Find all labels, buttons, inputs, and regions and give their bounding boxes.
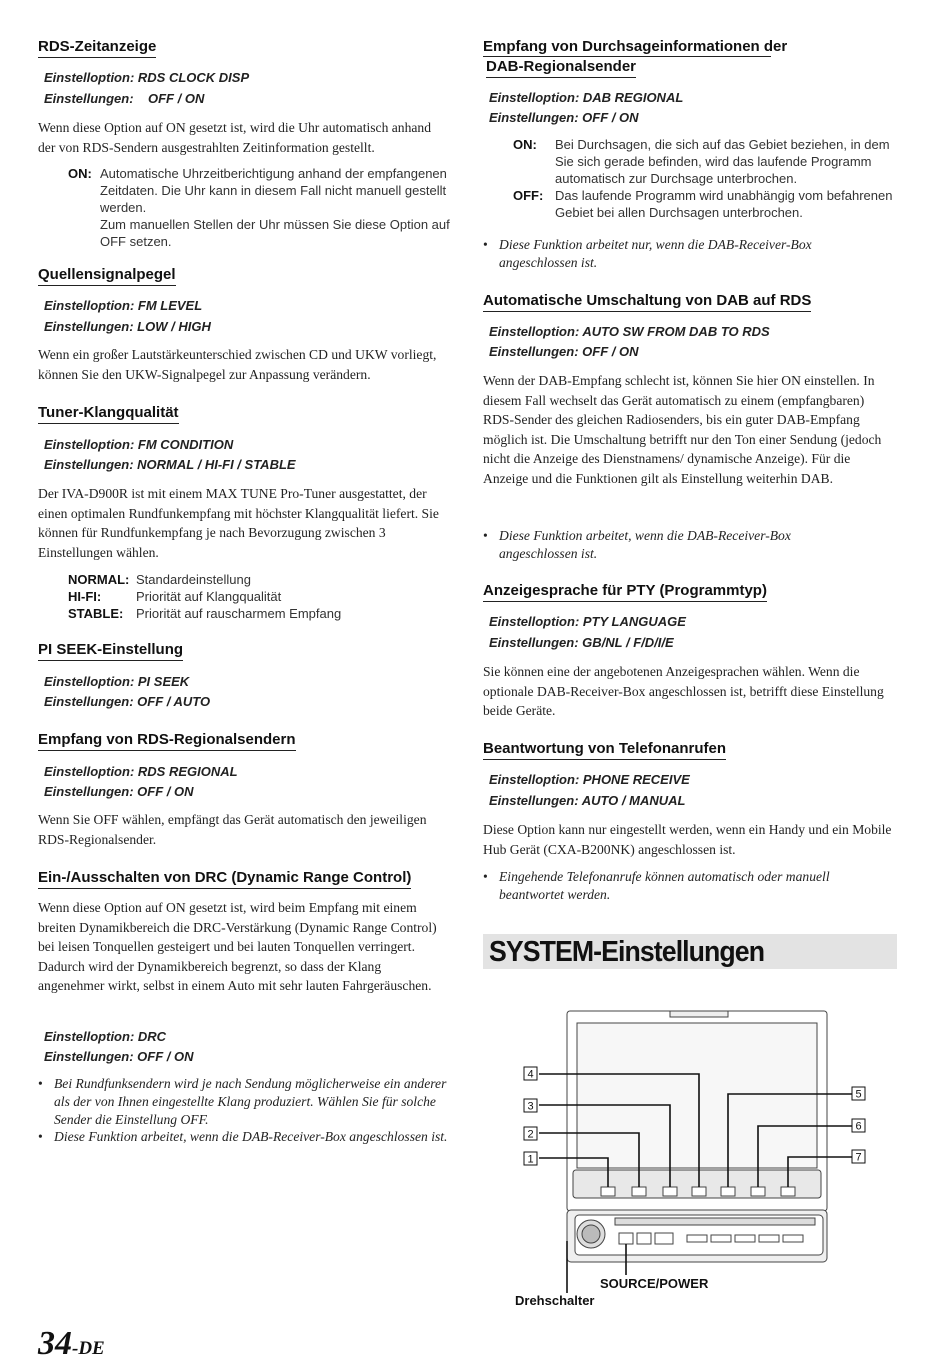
button-7 — [781, 1187, 795, 1196]
callout-number-2: 2 — [527, 1128, 534, 1141]
heading-drc: Ein-/Ausschalten von DRC (Dynamic Range Control) — [38, 869, 411, 889]
page-number-suffix: -DE — [72, 1338, 105, 1359]
paragraph: Wenn der DAB-Empfang schlecht ist, können Sie hier ON einstellen. In diesem Fall wechselt das Gerät automatisch zu einem (empfangbaren) RDS-Sender des gleichen Radiosenders, bis ein guter DAB-Empfang möglich ist. Die Umschaltung betrifft nur den Ton einer Sendung (jedoch nicht die Anzeige des Dienstnamens/ dynamische Anzeige). Für die Anzeige und die Funktionen gilt als Einstellung weiterhin DAB. — [483, 373, 882, 486]
heading-pi-seek: PI SEEK-Einstellung — [38, 641, 183, 661]
device-diagram — [515, 1005, 880, 1315]
setting-option: Einstelloption: PTY LANGUAGE — [489, 614, 686, 629]
definition-value: Priorität auf Klangqualität — [136, 589, 282, 604]
paragraph: Sie können eine der angebotenen Anzeigesprachen wählen. Wenn die optionale DAB-Receiver-Box angeschlossen ist, betrifft diese Einstellung beide Geräte. — [483, 664, 884, 719]
front-key — [637, 1233, 651, 1244]
definition-value — [100, 165, 450, 250]
source-button — [619, 1233, 633, 1244]
section-title: SYSTEM-Einstellungen — [489, 936, 765, 968]
heading-overline — [483, 56, 771, 57]
definition-key: ON: — [68, 166, 92, 181]
definition-text-2: Zum manuellen Stellen der Uhr müssen Sie diese Option auf OFF setzen. — [100, 217, 450, 249]
paragraph: Wenn ein großer Lautstärkeunterschied zwischen CD und UKW vorliegt, können Sie den UKW-Signalpegel zur Anpassung verändern. — [38, 347, 437, 382]
callout-number-4: 4 — [527, 1068, 534, 1081]
top-slot — [670, 1011, 728, 1017]
heading-auto-umschaltung: Automatische Umschaltung von DAB auf RDS — [483, 292, 811, 312]
heading-rds-zeitanzeige: RDS-Zeitanzeige — [38, 38, 156, 58]
rotary-knob-inner — [582, 1225, 600, 1243]
note: • Eingehende Telefonanrufe können automatisch oder manuell beantwortet werden. — [483, 868, 889, 904]
setting-values: Einstellungen: OFF / ON — [44, 91, 205, 106]
page-number-value: 34 — [38, 1325, 72, 1362]
setting-option: Einstelloption: RDS REGIONAL — [44, 764, 238, 779]
button-2 — [632, 1187, 646, 1196]
setting-option: Einstelloption: PHONE RECEIVE — [489, 772, 690, 787]
definition-normal — [68, 571, 450, 588]
section-title-bar — [483, 934, 897, 969]
page-number — [38, 1325, 105, 1363]
front-key — [783, 1235, 803, 1242]
heading-dab-regional-line1: Empfang von Durchsageinformationen der — [483, 38, 788, 55]
heading-dab-regional-line2: DAB-Regionalsender — [486, 58, 636, 78]
setting-option: Einstelloption: FM LEVEL — [44, 298, 203, 313]
note: • Diese Funktion arbeitet nur, wenn die DAB-Receiver-Box angeschlossen ist. — [483, 236, 839, 272]
setting-option: Einstelloption: DAB REGIONAL — [489, 90, 684, 105]
callout-number-1: 1 — [527, 1153, 534, 1166]
definition-key: STABLE: — [68, 606, 124, 621]
disc-slot — [615, 1218, 815, 1225]
definition-hifi — [68, 588, 450, 605]
front-key — [655, 1233, 673, 1244]
callout-number-7: 7 — [855, 1151, 862, 1164]
front-key — [735, 1235, 755, 1242]
front-key — [711, 1235, 731, 1242]
callout-number-3: 3 — [527, 1100, 534, 1113]
note: • Bei Rundfunksendern wird je nach Sendung möglicherweise ein anderer als der von Ihnen eingestellte Klang produziert. Wählen Sie für solche Sender die Einstellung OFF. — [38, 1075, 450, 1129]
label-source-power: SOURCE/POWER — [600, 1276, 709, 1291]
definition-value: Das laufende Programm wird unabhängig vom befahrenen Gebiet bei allen Durchsagen unterbrochen. — [555, 188, 893, 220]
paragraph: Diese Option kann nur eingestellt werden, wenn ein Handy und ein Mobile Hub Gerät (CXA-B200NK) angeschlossen ist. — [483, 822, 892, 857]
definition-stable — [68, 605, 450, 622]
definition-key: NORMAL: — [68, 572, 130, 587]
heading-telefonanrufe: Beantwortung von Telefonanrufen — [483, 740, 726, 760]
setting-values: Einstellungen: OFF / ON — [44, 784, 194, 799]
definition-key: HI-FI: — [68, 589, 102, 604]
setting-option: Einstelloption: FM CONDITION — [44, 437, 234, 452]
setting-values: Einstellungen: GB/NL / F/D/I/E — [489, 635, 674, 650]
setting-option: Einstelloption: DRC — [44, 1029, 167, 1044]
setting-option: Einstelloption: PI SEEK — [44, 674, 190, 689]
paragraph: Wenn diese Option auf ON gesetzt ist, wird beim Empfang mit einem breiten Dynamikbereich die DRC-Verstärkung (Dynamic Range Control) bei leisen Tonquellen gesteigert und bei lauten Tonquellen verringert. Dadurch wird der Dynamikbereich begrenzt, so dass der Klang angenehmer wirkt, selbst in einem Auto mit sehr lauten Fahrgeräuschen. — [38, 900, 437, 994]
heading-quellensignalpegel: Quellensignalpegel — [38, 266, 176, 286]
setting-values: Einstellungen: OFF / AUTO — [44, 694, 211, 709]
setting-values: Einstellungen: AUTO / MANUAL — [489, 793, 686, 808]
front-key — [759, 1235, 779, 1242]
callout-number-6: 6 — [855, 1120, 862, 1133]
definition-key: OFF: — [513, 188, 544, 203]
button-5 — [721, 1187, 735, 1196]
front-key — [687, 1235, 707, 1242]
heading-tuner-klangqualitaet: Tuner-Klangqualität — [38, 404, 179, 424]
paragraph: Wenn Sie OFF wählen, empfängt das Gerät automatisch den jeweiligen RDS-Regionalsender. — [38, 812, 427, 847]
button-3 — [663, 1187, 677, 1196]
button-4 — [692, 1187, 706, 1196]
definition-off — [513, 187, 897, 221]
setting-values: Einstellungen: OFF / ON — [44, 1049, 194, 1064]
setting-option: Einstelloption: RDS CLOCK DISP — [44, 70, 250, 85]
display-screen — [577, 1023, 817, 1168]
setting-values: Einstellungen: NORMAL / HI-FI / STABLE — [44, 457, 296, 472]
button-6 — [751, 1187, 765, 1196]
definition-value: Standardeinstellung — [136, 572, 251, 587]
paragraph: Wenn diese Option auf ON gesetzt ist, wird die Uhr automatisch anhand der von RDS-Sendern ausgestrahlten Zeitinformation gestellt. — [38, 120, 432, 155]
note: • Diese Funktion arbeitet, wenn die DAB-Receiver-Box angeschlossen ist. — [483, 527, 839, 563]
paragraph: Der IVA-D900R ist mit einem MAX TUNE Pro-Tuner ausgestattet, der einen optimalen Rundfunkempfang mit höchster Klangqualität liefert. Sie können für Rundfunkempfang je nach Bevorzugung zwischen 3 Einstellungen wählen. — [38, 486, 439, 560]
definition-key: ON: — [513, 137, 537, 152]
button-1 — [601, 1187, 615, 1196]
heading-rds-regional: Empfang von RDS-Regionalsendern — [38, 731, 296, 751]
callout-number-5: 5 — [855, 1088, 862, 1101]
setting-option: Einstelloption: AUTO SW FROM DAB TO RDS — [489, 324, 770, 339]
setting-values: Einstellungen: LOW / HIGH — [44, 319, 211, 334]
definition-text: Automatische Uhrzeitberichtigung anhand der empfangenen Zeitdaten. Die Uhr kann in diesem Fall nicht manuell gestellt werden. — [100, 166, 447, 215]
setting-values: Einstellungen: OFF / ON — [489, 110, 639, 125]
note: • Diese Funktion arbeitet, wenn die DAB-Receiver-Box angeschlossen ist. — [38, 1128, 450, 1146]
definition-on — [513, 136, 897, 187]
heading-pty-sprache: Anzeigesprache für PTY (Programmtyp) — [483, 582, 767, 602]
setting-values: Einstellungen: OFF / ON — [489, 344, 639, 359]
label-drehschalter: Drehschalter — [515, 1293, 595, 1308]
definition-value: Bei Durchsagen, die sich auf das Gebiet beziehen, in dem Sie sich gerade befinden, wird das laufende Programm automatisch zur Durchsage unterbrochen. — [555, 137, 890, 186]
definition-value: Priorität auf rauscharmem Empfang — [136, 606, 342, 621]
